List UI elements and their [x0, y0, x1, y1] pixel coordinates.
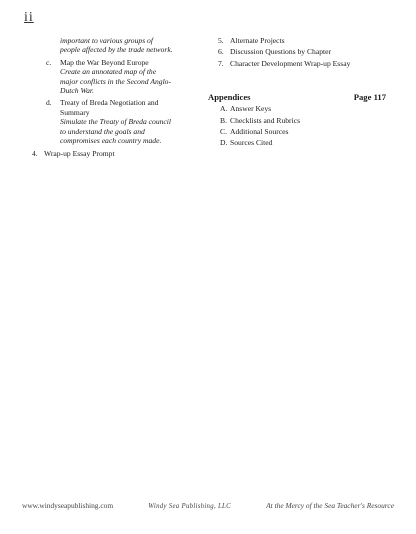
appendices-title: Appendices: [208, 92, 251, 103]
item-description: Create an annotated map of the: [60, 67, 157, 77]
item-title: Answer Keys: [230, 104, 272, 114]
page-footer: [22, 501, 394, 510]
item-title: Summary: [60, 107, 90, 117]
footer-website: www.windyseapublishing.com: [22, 501, 114, 510]
item-marker: 4.: [32, 149, 38, 159]
item-marker: 7.: [218, 58, 224, 68]
item-title: Treaty of Breda Negotiation and: [60, 98, 159, 108]
item-marker: B.: [220, 115, 227, 125]
item-description: compromises each country made.: [60, 136, 162, 146]
carry-line: people affected by the trade network.: [60, 45, 173, 55]
appendix-item-c: [208, 127, 398, 136]
item-marker: A.: [220, 104, 228, 114]
item-marker: 6.: [218, 47, 224, 57]
item-marker: 5.: [218, 36, 224, 45]
outline-item-7: [208, 59, 398, 68]
appendix-item-a: [208, 104, 398, 113]
outline-item-5: [208, 36, 398, 45]
item-title: Additional Sources: [230, 127, 289, 137]
appendix-item-b: [208, 116, 398, 125]
right-column: [208, 36, 398, 148]
item-title: Sources Cited: [230, 138, 273, 148]
item-description: Simulate the Treaty of Breda council: [60, 117, 172, 127]
page-number: ii: [24, 10, 34, 25]
item-title: Character Development Wrap-up Essay: [230, 58, 351, 68]
item-marker: D.: [220, 138, 228, 148]
outline-item-6: [208, 47, 398, 56]
item-marker: d.: [46, 98, 52, 108]
item-description: major conflicts in the Second Anglo-: [60, 76, 172, 86]
item-title: Checklists and Rubrics: [230, 115, 301, 125]
carry-over-description: [30, 36, 200, 55]
item-title: Discussion Questions by Chapter: [230, 47, 332, 57]
item-description: to understand the goals and: [60, 126, 145, 136]
outline-item-d: [30, 98, 200, 145]
item-marker: c.: [46, 57, 52, 67]
appendices-page: Page 117: [353, 92, 386, 103]
outline-item-c: [30, 58, 200, 96]
appendix-item-d: [208, 138, 398, 147]
item-title: Map the War Beyond Europe: [60, 57, 149, 67]
footer-resource-title: At the Mercy of the Sea Teacher's Resource: [266, 501, 394, 510]
item-marker: C.: [220, 127, 227, 137]
left-column: [30, 36, 200, 159]
outline-item-4: [30, 149, 200, 158]
item-description: Dutch War.: [60, 86, 94, 96]
appendices-heading: [208, 92, 386, 102]
footer-publisher: Windy Sea Publishing, LLC: [148, 503, 231, 510]
carry-line: important to various groups of: [60, 36, 153, 45]
item-title: Alternate Projects: [230, 36, 285, 45]
item-title: Wrap-up Essay Prompt: [44, 149, 115, 159]
